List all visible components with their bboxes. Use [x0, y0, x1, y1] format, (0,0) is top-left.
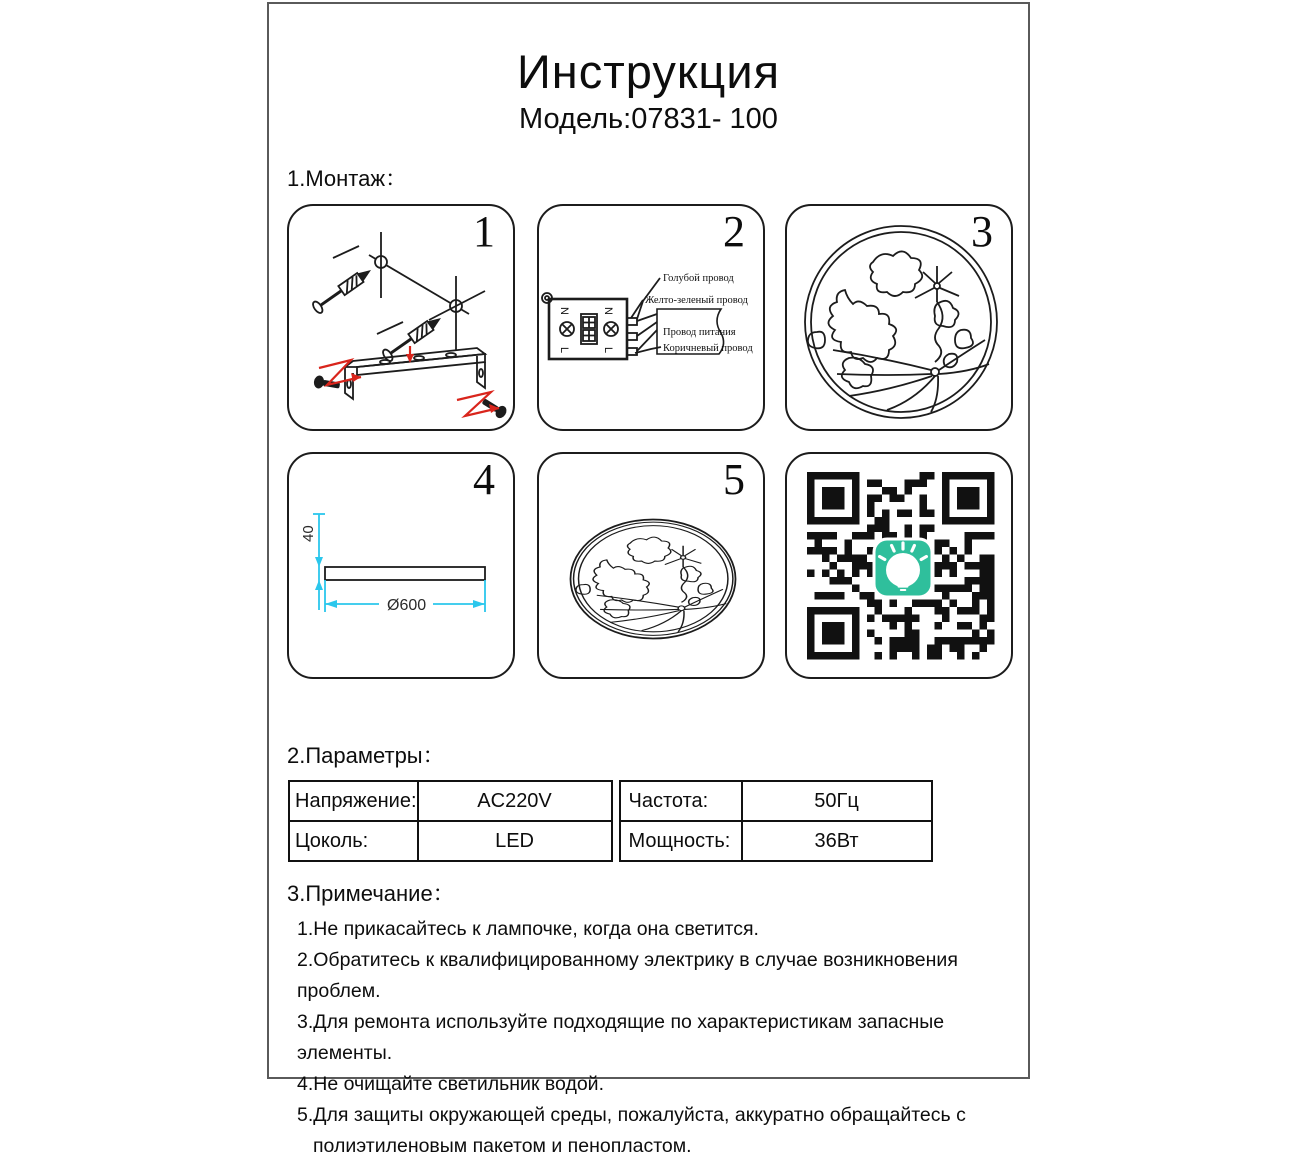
- param-value: AC220V: [418, 781, 612, 821]
- diameter-dimension-label: Ø600: [387, 597, 427, 614]
- step-panel-5: [537, 452, 765, 679]
- wire-label-yellow-green: Желто-зеленый провод: [645, 295, 748, 306]
- param-value: 36Вт: [742, 821, 932, 861]
- param-label: Частота:: [620, 781, 742, 821]
- parameters-table-left: [288, 780, 613, 862]
- qr-code: [787, 454, 1011, 677]
- table-row: [289, 781, 612, 821]
- note-line: 2.Обратитесь к квалифицированному электрику в случае возникновения проблем.: [297, 949, 958, 1002]
- parameters-table-right: [619, 780, 933, 862]
- note-line-continuation: полиэтиленовым пакетом и пенопластом.: [313, 1135, 692, 1157]
- step-number: 5: [723, 455, 745, 504]
- param-value: LED: [418, 821, 612, 861]
- step-panel-4: [287, 452, 515, 679]
- section-heading-notes: 3.Примечание：: [287, 881, 455, 906]
- wire-label-blue: Голубой провод: [663, 273, 734, 284]
- wire-label-power: Провод питания: [663, 327, 736, 338]
- step-number: 2: [723, 207, 745, 256]
- step-number: 1: [473, 207, 495, 256]
- param-value: 50Гц: [742, 781, 932, 821]
- terminal-letter-n-right: N: [602, 307, 614, 315]
- step-number: 4: [473, 455, 495, 504]
- table-row: [289, 821, 612, 861]
- terminal-letter-l-left: L: [558, 347, 570, 354]
- model-line: Модель:07831- 100: [519, 103, 778, 135]
- note-line: 3.Для ремонта используйте подходящие по характеристикам запасные элементы.: [297, 1011, 945, 1064]
- parameters-table: [288, 780, 933, 862]
- notes-list: [297, 914, 1028, 1162]
- table-row: [620, 781, 932, 821]
- param-label: Цоколь:: [289, 821, 418, 861]
- note-line: 1.Не прикасайтесь к лампочке, когда она светится.: [297, 918, 759, 940]
- section-heading-montage: 1.Монтаж：: [287, 166, 408, 191]
- table-row: [620, 821, 932, 861]
- param-label: Мощность:: [620, 821, 742, 861]
- step-panel-3: [785, 204, 1013, 431]
- wire-label-brown: Коричневый провод: [663, 343, 753, 354]
- step-number: 3: [971, 207, 993, 256]
- terminal-letter-l-right: L: [602, 347, 614, 354]
- step-panel-2: [537, 204, 765, 431]
- red-direction-arrows: [319, 346, 499, 416]
- page-title: Инструкция: [516, 45, 781, 98]
- terminal-letter-n-left: N: [558, 307, 570, 315]
- note-line: 4.Не очищайте светильник водой.: [297, 1073, 604, 1095]
- param-label: Напряжение:: [289, 781, 418, 821]
- step-panel-1: [287, 204, 515, 431]
- qr-panel: [785, 452, 1013, 679]
- height-dimension-label: 40: [300, 525, 317, 542]
- note-line: 5.Для защиты окружающей среды, пожалуйста, аккуратно обращайтесь с: [297, 1104, 966, 1126]
- instruction-page: [267, 2, 1030, 1157]
- section-heading-params: 2.Параметры：: [287, 743, 445, 768]
